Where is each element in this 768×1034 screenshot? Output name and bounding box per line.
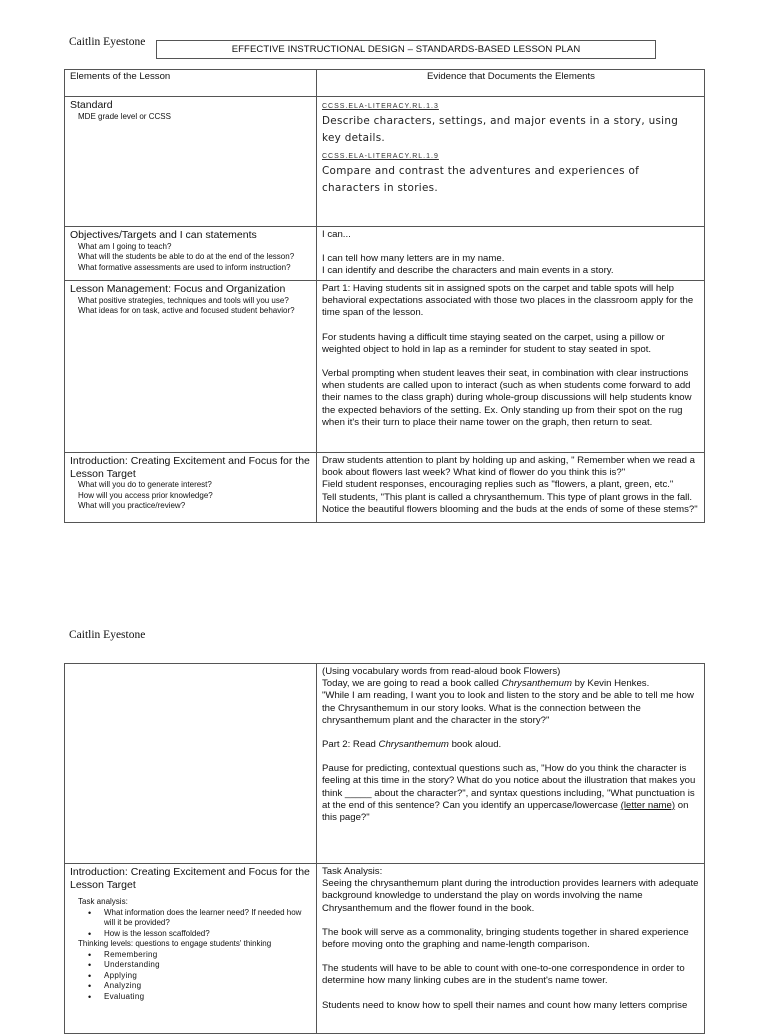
continuation-row [65, 664, 705, 864]
standard-text-1: Describe characters, settings, and major events in a story, using key details. [322, 115, 679, 144]
objectives-evidence [317, 227, 705, 281]
reading-instructions: "While I am reading, I want you to look and listen to the story and be able to tell me how the Chrysanthemum in our story looks. What is the connection between the chrysanthemum plant and the character in the story?" [322, 690, 694, 726]
management-q1: What positive strategies, techniques and tools will you use? [78, 295, 289, 305]
list-item: • Evaluating [104, 992, 312, 1003]
objectives-q1: What am I going to teach? [78, 241, 172, 251]
task-analysis-paragraph-1: Seeing the chrysanthemum plant during the introduction provides learners with adequate background knowledge to understand the play on words involving the name Chrysanthemum and the flower found in the book. [322, 878, 699, 914]
list-item: • Analyzing [104, 981, 312, 992]
i-can-heading: I can... [322, 229, 351, 240]
task-analysis-cell [65, 864, 317, 1034]
introduction-cell [65, 453, 317, 523]
header-elements: Elements of the Lesson [65, 70, 317, 97]
author-name: Caitlin Eyestone [69, 36, 146, 48]
list-item: • What information does the learner need? If needed how will it be provided? [104, 908, 312, 929]
continuation-empty-cell [65, 664, 317, 864]
table-header-row [65, 70, 705, 97]
continuation-evidence [317, 664, 705, 864]
task-analysis-label: Task analysis: [78, 897, 128, 906]
task-analysis-heading: Task Analysis: [322, 866, 383, 877]
standard-label: Standard [70, 99, 113, 111]
task-analysis-list [70, 908, 312, 940]
list-item: • Understanding [104, 960, 312, 971]
introduction-line-3: Tell students, "This plant is called a chrysanthemum. This type of plant grows in the fall. Notice the beautiful flowers blooming and the buds at the ends of some of these stems?" [322, 491, 698, 515]
objectives-row [65, 227, 705, 281]
introduction-row [65, 453, 705, 523]
standard-code-1: CCSS.ELA-LITERACY.RL.1.3 [322, 103, 439, 110]
standard-evidence [317, 97, 705, 227]
book-title: Chrysanthemum [501, 678, 572, 690]
pause-questions: Pause for predicting, contextual questions such as, "How do you think the character is feeling at this time in the story? What do you notice about the illustration that makes you think _____ about the character?", and syntax questions including, "What punctuation is at the end of this sentence? Can you identify an uppercase/lowercase (letter name) on this page?" [322, 763, 696, 824]
list-item: • Applying [104, 971, 312, 982]
i-can-statement-2: I can identify and describe the characters and main events in a story. [322, 265, 614, 277]
part-2-heading: Part 2: Read Chrysanthemum book aloud. [322, 739, 502, 751]
management-evidence [317, 281, 705, 453]
management-label: Lesson Management: Focus and Organization [70, 283, 286, 295]
task-analysis-paragraph-2: The book will serve as a commonality, bringing students together in shared experience before moving onto the graphing and name-length comparison. [322, 926, 689, 951]
objectives-q2: What will the students be able to do at the end of the lesson? [78, 252, 295, 261]
thinking-levels-list [70, 950, 312, 1003]
introduction-label-2: Introduction: Creating Excitement and Focus for the Lesson Target [70, 866, 310, 891]
task-analysis-paragraph-3: The students will have to be able to count with one-to-one correspondence in order to determine how many linking cubes are in the student's name tower. [322, 963, 685, 987]
introduction-q1: What will you do to generate interest? [78, 480, 212, 489]
task-analysis-row [65, 864, 705, 1034]
objectives-cell [65, 227, 317, 281]
lesson-plan-table [64, 69, 705, 523]
introduction-label: Introduction: Creating Excitement and Focus for the Lesson Target [70, 455, 310, 480]
standard-cell [65, 97, 317, 227]
management-paragraph-1: Part 1: Having students sit in assigned spots on the carpet and table spots will help behavioral expectations associated with those two places in the classroom apply for the time span of the lesson. [322, 283, 694, 319]
management-paragraph-2: For students having a difficult time staying seated on the carpet, using a pillow or weighted object to hold in lap as a reminder for student to stay seated in spot. [322, 331, 665, 355]
introduction-line-1: Draw students attention to plant by holding up and asking, " Remember when we read a book about flowers last week? What kind of flower do you think this is?" [322, 455, 695, 479]
management-q2: What ideas for on task, active and focused student behavior? [78, 306, 295, 315]
list-item: • Remembering [104, 950, 312, 961]
lesson-plan-table-continued [64, 663, 705, 1034]
author-name-page-2: Caitlin Eyestone [69, 629, 146, 641]
standard-text-2: Compare and contrast the adventures and experiences of characters in stories. [322, 165, 640, 194]
objectives-label: Objectives/Targets and I can statements [70, 229, 257, 241]
management-row [65, 281, 705, 453]
header-evidence: Evidence that Documents the Elements [317, 70, 705, 97]
task-analysis-paragraph-4: Students need to know how to spell their names and count how many letters comprise [322, 999, 688, 1011]
book-intro: Today, we are going to read a book called Chrysanthemum by Kevin Henkes. [322, 678, 650, 690]
management-paragraph-3: Verbal prompting when student leaves their seat, in combination with clear instructions when students are called upon to interact (such as when students come forward to add their names to the class graph) during whole-group discussions will help students know the expected behaviors of the setting. Ex. Only standing up from their spot on the rug when it's their turn to place their name tower on the graph, then return to seat. [322, 368, 692, 428]
standard-sub: MDE grade level or CCSS [78, 111, 171, 121]
introduction-q3: What will you practice/review? [78, 501, 186, 510]
introduction-evidence [317, 453, 705, 523]
standard-code-2: CCSS.ELA-LITERACY.RL.1.9 [322, 153, 439, 160]
list-item: • How is the lesson scaffolded? [104, 929, 312, 940]
introduction-line-2: Field student responses, encouraging replies such as "flowers, a plant, green, etc." [322, 479, 674, 491]
standard-row [65, 97, 705, 227]
management-cell [65, 281, 317, 453]
i-can-statement-1: I can tell how many letters are in my name. [322, 253, 505, 265]
task-analysis-evidence [317, 864, 705, 1034]
objectives-q3: What formative assessments are used to inform instruction? [78, 262, 291, 272]
introduction-q2: How will you access prior knowledge? [78, 490, 213, 500]
document-title: EFFECTIVE INSTRUCTIONAL DESIGN – STANDARDS-BASED LESSON PLAN [156, 40, 656, 59]
vocab-note: (Using vocabulary words from read-aloud book Flowers) [322, 666, 561, 677]
thinking-levels-label: Thinking levels: questions to engage students' thinking [78, 939, 272, 948]
